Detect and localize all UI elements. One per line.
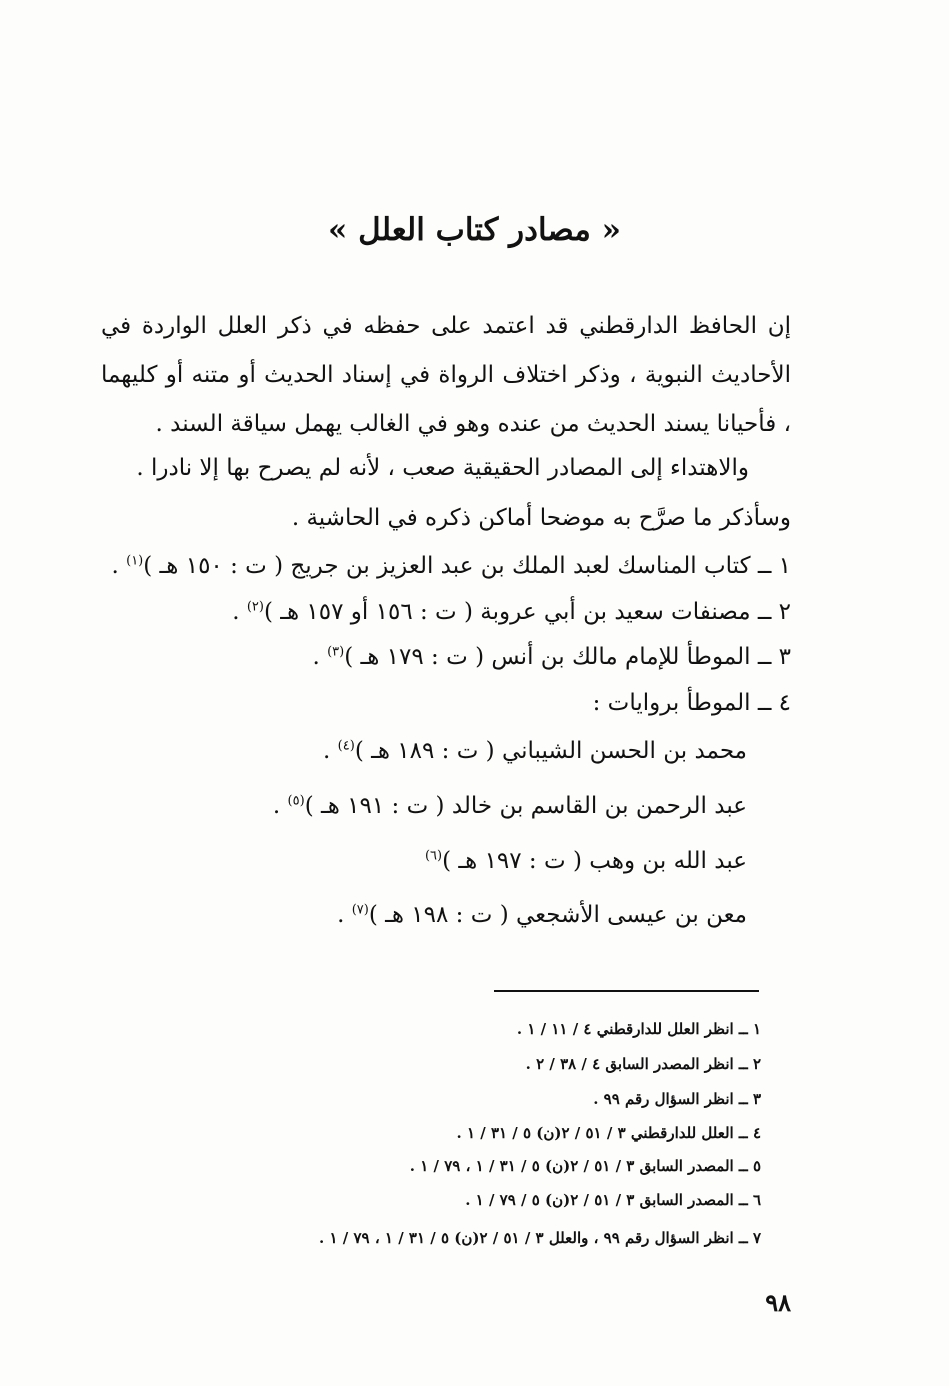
narration-text: عبد الله بن وهب ( ت : ١٩٧ هـ ) xyxy=(442,848,747,874)
source-text: ٣ ــ الموطأ للإمام مالك بن أنس ( ت : ١٧٩ هـ ) xyxy=(344,644,791,670)
footnote: ٦ ــ المصدر السابق ٣ / ٥١ / ٢(ن) ٥ / ٧٩ / ١ . xyxy=(465,1191,761,1209)
footnote-ref: (١) xyxy=(126,553,144,569)
intro-paragraph: إن الحافظ الدارقطني قد اعتمد على حفظه في ذكر العلل الواردة في الأحاديث النبوية ، وذكر اختلاف الرواة في إسناد الحديث أو متنه أو كليهما ، فأحيانا يسند الحديث من عنده وهو في الغالب يهمل سياقة السند . xyxy=(101,313,791,437)
source-item-2: ٢ ــ مصنفات سعيد بن أبي عروبة ( ت : ١٥٦ أو ١٥٧ هـ )$^{(٢)}$ . xyxy=(232,599,791,625)
footnote: ٥ ــ المصدر السابق ٣ / ٥١ / ٢(ن) ٥ / ٣١ / ١ ، ٧٩ / ١ . xyxy=(409,1157,761,1175)
source-text: ١ ــ كتاب المناسك لعبد الملك بن عبد العزيز بن جريج ( ت : ١٥٠ هـ ) xyxy=(143,553,791,579)
footnote-ref: (٢) xyxy=(246,599,264,615)
narration-item: معن بن عيسى الأشجعي ( ت : ١٩٨ هـ )$^{(٧)}$ . xyxy=(337,902,747,928)
footnote-ref: (٣) xyxy=(327,644,345,660)
source-text: ٢ ــ مصنفات سعيد بن أبي عروبة ( ت : ١٥٦ أو ١٥٧ هـ ) xyxy=(263,599,791,625)
footnote-ref: (٦) xyxy=(424,848,443,864)
narration-item: محمد بن الحسن الشيباني ( ت : ١٨٩ هـ )$^{(٤)}$ . xyxy=(323,738,747,764)
footnote: ١ ــ انظر العلل للدارقطني ٤ / ١١ / ١ . xyxy=(516,1020,761,1038)
footnote: ٢ ــ انظر المصدر السابق ٤ / ٣٨ / ٢ . xyxy=(525,1055,761,1073)
narration-item xyxy=(425,848,747,874)
footnote: ٤ ــ العلل للدارقطني ٣ / ٥١ / ٢(ن) ٥ / ٣١ / ١ . xyxy=(456,1124,761,1142)
narration-text: محمد بن الحسن الشيباني ( ت : ١٨٩ هـ ) xyxy=(354,738,747,764)
page-title: « مصادر كتاب العلل » xyxy=(327,212,622,248)
narration-item: عبد الرحمن بن القاسم بن خالد ( ت : ١٩١ هـ )$^{(٥)}$ . xyxy=(272,793,747,819)
footnote-ref: (٤) xyxy=(337,738,355,754)
footnote-divider xyxy=(494,990,759,992)
source-item-3: ٣ ــ الموطأ للإمام مالك بن أنس ( ت : ١٧٩ هـ )$^{(٣)}$ . xyxy=(312,644,791,670)
page-number: ٩٨ xyxy=(765,1288,791,1317)
footnote: ٧ ــ انظر السؤال رقم ٩٩ ، والعلل ٣ / ٥١ / ٢(ن) ٥ / ٣١ / ١ ، ٧٩ / ١ . xyxy=(319,1229,761,1247)
footnote: ٣ ــ انظر السؤال رقم ٩٩ . xyxy=(593,1090,761,1108)
narration-text: عبد الرحمن بن القاسم بن خالد ( ت : ١٩١ هـ ) xyxy=(304,793,747,819)
footnote-ref: (٥) xyxy=(287,793,305,809)
source-item-1: ١ ــ كتاب المناسك لعبد الملك بن عبد العزيز بن جريج ( ت : ١٥٠ هـ )$^{(١)}$ . xyxy=(111,553,791,579)
paragraph-method: وسأذكر ما صرَّح به موضحا أماكن ذكره في الحاشية . xyxy=(291,505,791,531)
paragraph-guidance: والاهتداء إلى المصادر الحقيقية صعب ، لأنه لم يصرح بها إلا نادرا . xyxy=(136,455,749,481)
source-item-4: ٤ ــ الموطأ بروايات : xyxy=(592,690,791,716)
footnote-ref: (٧) xyxy=(351,902,369,918)
narration-text: معن بن عيسى الأشجعي ( ت : ١٩٨ هـ ) xyxy=(368,902,747,928)
